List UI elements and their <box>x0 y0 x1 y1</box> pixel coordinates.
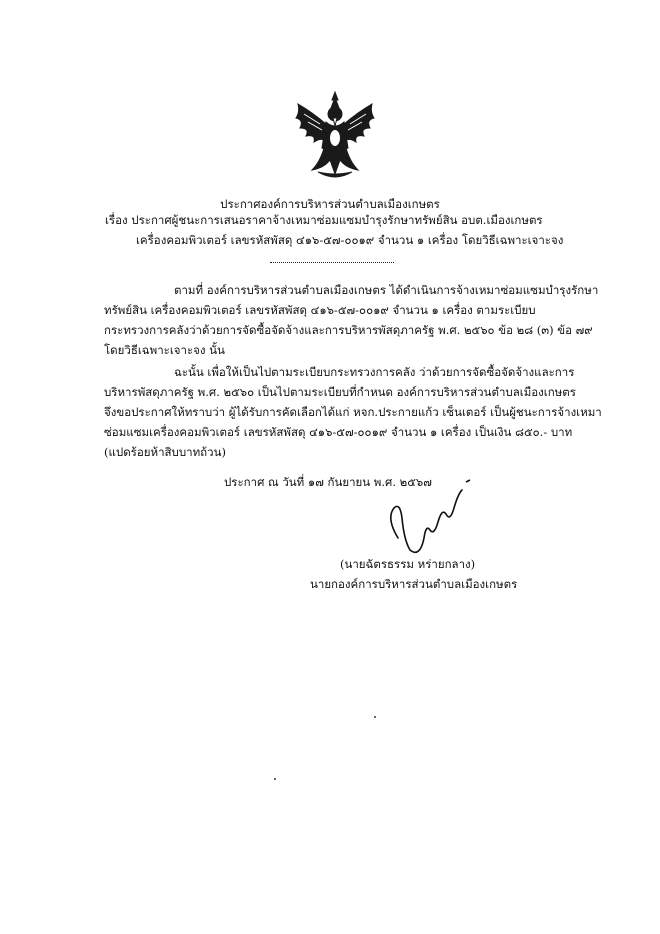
para1-line-2: ทรัพย์สิน เครื่องคอมพิวเตอร์ เลขรหัสพัสดุ ๔๑๖-๕๗-๐๐๑๙ จำนวน ๑ เครื่อง ตามระเบียบ <box>104 303 536 317</box>
para2-line-5: (แปดร้อยห้าสิบบาทถ้วน) <box>104 445 226 459</box>
para2-line-3: จึงขอประกาศให้ทราบว่า ผู้ได้รับการคัดเลือกได้แก่ หจก.ประกายแก้ว เซ็นเตอร์ เป็นผู้ชนะการจ้างเหมา <box>104 405 602 419</box>
signatory-position: นายกองค์การบริหารส่วนตำบลเมืองเกษตร <box>310 577 518 591</box>
handwritten-signature <box>380 478 490 568</box>
scan-speck <box>374 716 376 718</box>
garuda-emblem-icon <box>290 90 380 182</box>
subject-line-2: เครื่องคอมพิวเตอร์ เลขรหัสพัสดุ ๔๑๖-๕๗-๐๐๑๙ จำนวน ๑ เครื่อง โดยวิธีเฉพาะเจาะจง <box>136 233 564 247</box>
para1-line-3: กระทรวงการคลังว่าด้วยการจัดซื้อจัดจ้างและการบริหารพัสดุภาครัฐ พ.ศ. ๒๕๖๐ ข้อ ๒๘ (๓) ข้อ ๗๙ <box>104 323 593 337</box>
para2-line-1: ฉะนั้น เพื่อให้เป็นไปตามระเบียบกระทรวงการคลัง ว่าด้วยการจัดซื้อจัดจ้างและการ <box>174 365 575 379</box>
para1-line-4: โดยวิธีเฉพาะเจาะจง นั้น <box>104 343 225 357</box>
para2-line-2: บริหารพัสดุภาครัฐ พ.ศ. ๒๕๖๐ เป็นไปตามระเบียบที่กำหนด องค์การบริหารส่วนตำบลเมืองเกษตร <box>104 385 576 399</box>
dotted-divider <box>270 262 394 263</box>
scan-speck <box>274 778 276 780</box>
announcement-title: ประกาศองค์การบริหารส่วนตำบลเมืองเกษตร <box>220 197 440 211</box>
para1-line-1: ตามที่ องค์การบริหารส่วนตำบลเมืองเกษตร ได้ดำเนินการจ้างเหมาซ่อมแซมบำรุงรักษา <box>174 283 599 297</box>
para2-line-4: ซ่อมแซมเครื่องคอมพิวเตอร์ เลขรหัสพัสดุ ๔๑๖-๕๗-๐๐๑๙ จำนวน ๑ เครื่อง เป็นเงิน ๘๕๐.- บาท <box>104 425 573 439</box>
subject-line-1: เรื่อง ประกาศผู้ชนะการเสนอราคาจ้างเหมาซ่อมแซมบำรุงรักษาทรัพย์สิน อบต.เมืองเกษตร <box>105 213 543 227</box>
signatory-name: (นายฉัตรธรรม หร่ายกลาง) <box>340 557 476 571</box>
announcement-date: ประกาศ ณ วันที่ ๑๗ กันยายน พ.ศ. ๒๕๖๗ <box>224 475 432 489</box>
